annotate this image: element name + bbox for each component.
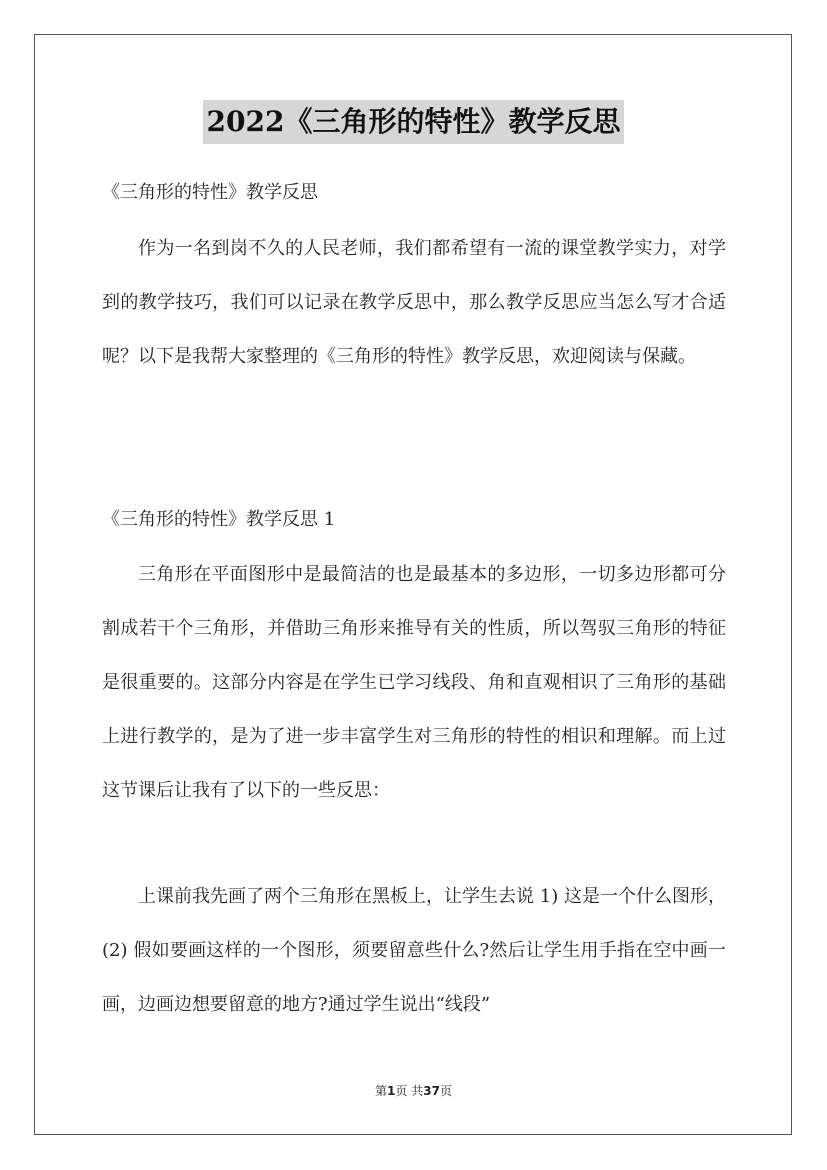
footer-suffix: 页: [439, 1084, 452, 1098]
footer-total-pages: 37: [423, 1084, 440, 1098]
document-title-container: [0, 100, 827, 144]
footer-prefix: 第: [375, 1084, 388, 1098]
document-subtitle: 《三角形的特性》教学反思: [102, 182, 318, 203]
footer-current-page: 1: [387, 1084, 396, 1098]
intro-paragraph: 作为一名到岗不久的人民老师，我们都希望有一流的课堂教学实力，对学到的教学技巧，我们可以记录在教学反思中，那么教学反思应当怎么写才合适呢？以下是我帮大家整理的《三角形的特性》教学反思，欢迎阅读与保藏。: [102, 238, 726, 367]
section-1-paragraph-2: 上课前我先画了两个三角形在黑板上，让学生去说 1) 这是一个什么图形，(2) 假如要画这样的一个图形，须要留意些什么?然后让学生用手指在空中画一画，边画边想要留意的地方?通过学生说出“线段”: [102, 886, 726, 1015]
section-1-heading: 《三角形的特性》教学反思 1: [102, 509, 336, 530]
document-title: 2022《三角形的特性》教学反思: [203, 100, 625, 144]
footer-mid: 页 共: [395, 1084, 424, 1098]
page-footer: [0, 1083, 827, 1099]
section-1-paragraph-1: 三角形在平面图形中是最简洁的也是最基本的多边形，一切多边形都可分割成若干个三角形，并借助三角形来推导有关的性质，所以驾驭三角形的特征是很重要的。这部分内容是在学生已学习线段、角和直观相识了三角形的基础上进行教学的，是为了进一步丰富学生对三角形的特性的相识和理解。而上过这节课后让我有了以下的一些反思：: [102, 564, 726, 801]
